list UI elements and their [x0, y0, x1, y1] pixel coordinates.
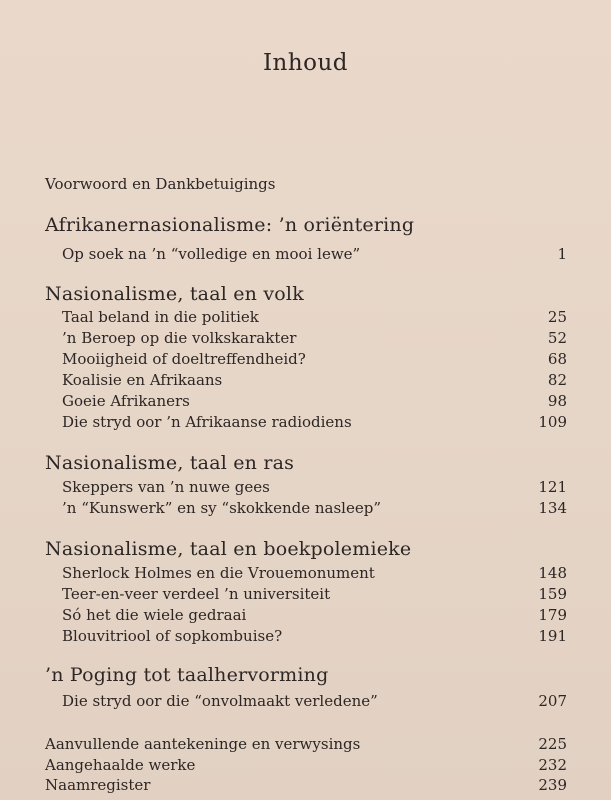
entry-page-number: 191 [538, 627, 567, 645]
entry-label: Sherlock Holmes en die Vrouemonument [62, 564, 375, 582]
entry-label: Taal beland in die politiek [62, 308, 259, 326]
entry-page-number: 52 [547, 329, 567, 347]
entry-page-number: 179 [538, 606, 567, 624]
entry-page-number: 225 [538, 735, 567, 753]
entry-label: Naamregister [45, 776, 151, 794]
entry-label: ’n “Kunswerk” en sy “skokkende nasleep” [62, 499, 381, 517]
entry-label: Goeie Afrikaners [62, 392, 190, 410]
toc-entry [62, 478, 567, 498]
toc-entry [62, 371, 567, 391]
back-matter-entry [45, 735, 567, 755]
entry-label: Blouvitriool of sopkombuise? [62, 627, 283, 645]
toc-entry [62, 308, 567, 328]
entry-page-number: 68 [547, 350, 567, 368]
entry-label: Skeppers van ’n nuwe gees [62, 478, 270, 496]
toc-entry [62, 329, 567, 349]
section-title-3: Nasionalisme, taal en ras [45, 452, 295, 474]
entry-page-number: 98 [547, 392, 567, 410]
entry-page-number: 121 [538, 478, 567, 496]
entry-page-number: 134 [538, 499, 567, 517]
entry-label: Koalisie en Afrikaans [62, 371, 223, 389]
entry-page-number: 239 [538, 776, 567, 794]
entry-label: Só het die wiele gedraai [62, 606, 247, 624]
entry-page-number: 1 [557, 245, 567, 263]
toc-entry [62, 413, 567, 433]
entry-page-number: 207 [538, 692, 567, 710]
toc-entry [62, 585, 567, 605]
toc-entry [62, 692, 567, 712]
entry-page-number: 109 [538, 413, 567, 431]
toc-entry [62, 392, 567, 412]
entry-label: Op soek na ’n “volledige en mooi lewe” [62, 245, 361, 263]
preface-entry: Voorwoord en Dankbetuigings [45, 175, 276, 193]
entry-label: Mooiigheid of doeltreffendheid? [62, 350, 306, 368]
entry-page-number: 25 [547, 308, 567, 326]
entry-page-number: 148 [538, 564, 567, 582]
entry-label: Aangehaalde werke [45, 756, 196, 774]
section-title-5: ’n Poging tot taalhervorming [45, 664, 329, 686]
page-title: Inhoud [262, 50, 349, 76]
toc-entry [62, 627, 567, 647]
back-matter-entry [45, 756, 567, 776]
section-title-4: Nasionalisme, taal en boekpolemieke [45, 538, 412, 560]
toc-entry [62, 499, 567, 519]
entry-page-number: 159 [538, 585, 567, 603]
toc-entry [62, 606, 567, 626]
toc-entry [62, 350, 567, 370]
toc-entry [62, 245, 567, 265]
toc-entry [62, 564, 567, 584]
entry-label: Die stryd oor ’n Afrikaanse radiodiens [62, 413, 352, 431]
entry-label: Aanvullende aantekeninge en verwysings [45, 735, 361, 753]
entry-label: ’n Beroep op die volkskarakter [62, 329, 297, 347]
section-title-2: Nasionalisme, taal en volk [45, 283, 304, 305]
entry-page-number: 82 [547, 371, 567, 389]
section-title-1: Afrikanernasionalisme: ’n oriëntering [45, 214, 415, 236]
back-matter-entry [45, 776, 567, 796]
entry-page-number: 232 [538, 756, 567, 774]
entry-label: Die stryd oor die “onvolmaakt verledene” [62, 692, 378, 710]
entry-label: Teer-en-veer verdeel ’n universiteit [62, 585, 331, 603]
